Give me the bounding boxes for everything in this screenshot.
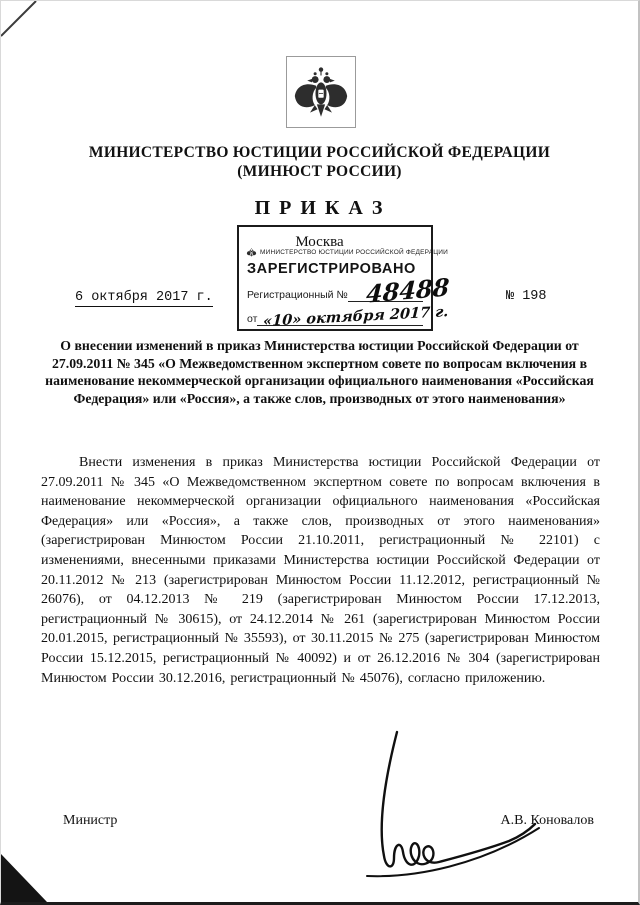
issue-city: Москва [295, 234, 344, 250]
order-date: 6 октября 2017 г. [75, 290, 213, 305]
double-headed-eagle-icon [290, 61, 352, 123]
ministry-short-name: (МИНЮСТ РОССИИ) [237, 163, 402, 180]
stamp-ministry-name: МИНИСТЕРСТВО ЮСТИЦИИ РОССИЙСКОЙ ФЕДЕРАЦИИ [260, 249, 449, 256]
order-title: О внесении изменений в приказ Министерства юстиции Российской Федерации от 27.09.2011 № 345 «О Межведомственном экспертном совете по вопросам включения в наименование некоммерческой организации официального наименования «Российская Федерация» или «Россия», а также слов, производных от этого наименования» [45, 338, 594, 406]
stamp-registration-number-row [247, 272, 450, 309]
ministry-name: МИНИСТЕРСТВО ЮСТИЦИИ РОССИЙСКОЙ ФЕДЕРАЦИИ [88, 144, 551, 161]
stamp-eagle-icon [246, 247, 257, 258]
minister-signature-autograph [363, 729, 548, 881]
stamp-header [246, 247, 449, 258]
ministry-header [1, 143, 638, 181]
order-number: № 198 [506, 289, 547, 304]
cut-corner-bottom-left [1, 852, 47, 902]
order-body-text: Внести изменения в приказ Министерства юстиции Российской Федерации от 27.09.2011 № 345 «О Межведомственном экспертном совете по вопросам включения в наименование некоммерческой организации официального наименования «Российская Федерация» или «Россия», а также слов, производных от этого наименования» (зарегистрирован Минюстом России 21.10.2011, регистрационный № 22101) с изменениями, внесенными приказами Министерства юстиции Российской Федерации от 20.11.2012 № 213 (зарегистрирован Минюстом России 11.12.2012, регистрационный № 26076), от 04.12.2013 № 219 (зарегистрирован Минюстом России 17.12.2013, регистрационный № 30615), от 24.12.2014 № 261 (зарегистрирован Минюстом России 20.01.2015, регистрационный № 35593), от 30.11.2015 № 275 (зарегистрирован Минюстом России 15.12.2015, регистрационный № 40092) и от 26.12.2016 № 304 (зарегистрирован Минюстом России 30.12.2016, регистрационный № 45076), согласно приложению. [41, 455, 600, 686]
stamp-reg-number-label: Регистрационный № [247, 289, 348, 301]
cut-corner-top-left [1, 1, 39, 39]
signer-position: Министр [63, 813, 118, 828]
stamp-registered-label: ЗАРЕГИСТРИРОВАНО [247, 261, 416, 277]
stamp-reg-number-value: 48488 [365, 272, 450, 309]
stamp-date-row [247, 303, 450, 330]
stamp-reg-number-line [348, 272, 450, 309]
stamp-date-label: от [247, 313, 258, 325]
stamp-date-line [257, 303, 450, 330]
document-type-heading: П Р И К А З [254, 197, 385, 219]
signer-name: А.В. Коновалов [500, 813, 594, 828]
registration-stamp [237, 225, 450, 331]
coat-of-arms-box [286, 56, 356, 128]
stamp-date-value: «10» октября 2017 г. [263, 303, 450, 330]
